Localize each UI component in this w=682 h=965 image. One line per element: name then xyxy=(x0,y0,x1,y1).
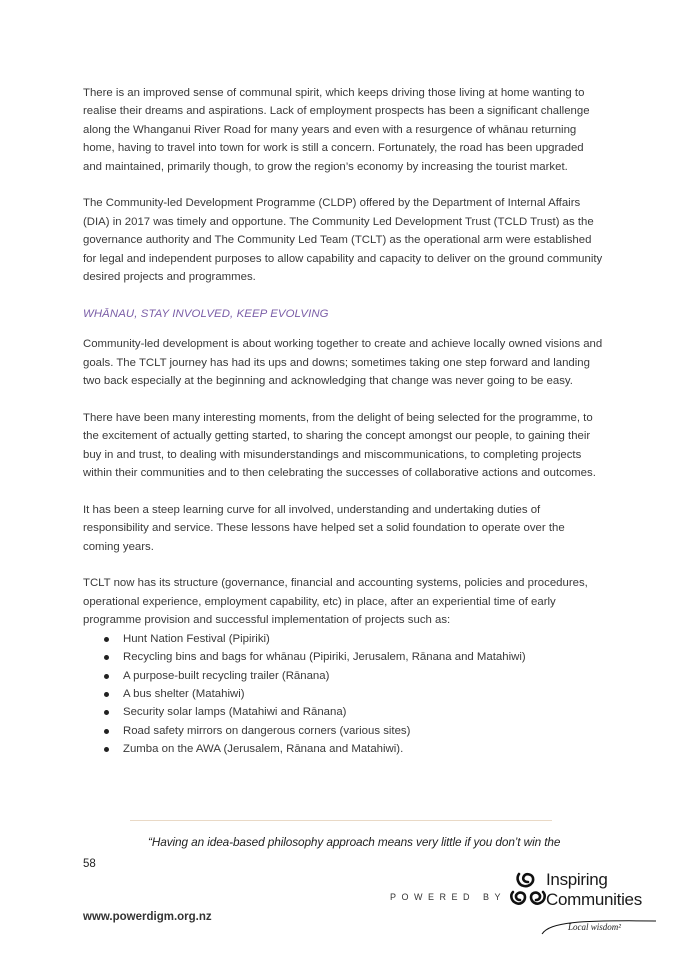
logo-text-communities: Communities xyxy=(546,890,642,909)
paragraph-cldp: The Community-led Development Programme (CLDP) offered by the Department of Internal Affairs (DIA) in 2017 was timely and opportune. The Community Led Development Trust (TCLD Trust) as the governance authority and The Community Led Team (TCLT) as the operational arm were established for legal and independent purposes to allow capability and capacity to deliver on the ground community desired projects and programmes. xyxy=(83,197,603,284)
bullet-icon xyxy=(104,637,109,642)
list-item: A bus shelter (Matahiwi) xyxy=(104,685,603,703)
bullet-icon xyxy=(104,674,109,679)
paragraph-tclt-structure: TCLT now has its structure (governance, financial and accounting systems, policies and procedures, operational experience, employment capability, etc) in place, after an experiential time of early programme provision and successful implementation of projects such as: xyxy=(83,577,588,627)
logo-tagline: Local wisdom² xyxy=(568,922,621,932)
paragraph-learning-curve: It has been a steep learning curve for all involved, understanding and undertaking duties of responsibility and service. These lessons have helped set a solid foundation to operate over the coming years. xyxy=(83,503,565,553)
section-heading: WHĀNAU, STAY INVOLVED, KEEP EVOLVING xyxy=(83,307,329,320)
powered-by-label: POWERED BY xyxy=(390,892,507,902)
logo-text-inspiring: Inspiring xyxy=(546,870,608,889)
bullet-icon xyxy=(104,692,109,697)
list-item: Recycling bins and bags for whānau (Pipiriki, Jerusalem, Rānana and Matahiwi) xyxy=(104,648,603,666)
list-item: A purpose-built recycling trailer (Rānana) xyxy=(104,667,603,685)
pull-quote: “Having an idea-based philosophy approach means very little if you don’t win the xyxy=(148,835,561,849)
paragraph-interesting-moments: There have been many interesting moments, from the delight of being selected for the programme, to the excitement of actually getting started, to sharing the concept amongst our people, to gaining their buy in and trust, to dealing with misunderstandings and miscommunications, to completing projects within their communities and to then celebrating the successes of collaborative actions and outcomes. xyxy=(83,411,596,480)
list-item: Hunt Nation Festival (Pipiriki) xyxy=(104,630,603,648)
page-number: 58 xyxy=(83,858,96,870)
project-list xyxy=(83,630,603,759)
list-item: Road safety mirrors on dangerous corners (various sites) xyxy=(104,722,603,740)
list-item: Security solar lamps (Matahiwi and Rānana) xyxy=(104,703,603,721)
quote-divider xyxy=(130,820,552,821)
bullet-icon xyxy=(104,655,109,660)
document-body xyxy=(83,84,603,759)
bullet-icon xyxy=(104,747,109,752)
spiral-logo-icon xyxy=(508,870,548,916)
paragraph-community-led: Community-led development is about working together to create and achieve locally owned visions and goals. The TCLT journey has had its ups and downs; sometimes taking one step forward and landing two back especially at the beginning and acknowledging that change was never going to be easy. xyxy=(83,338,603,388)
bullet-icon xyxy=(104,729,109,734)
list-item: Zumba on the AWA (Jerusalem, Rānana and Matahiwi). xyxy=(104,740,603,758)
bullet-icon xyxy=(104,710,109,715)
footer-url[interactable]: www.powerdigm.org.nz xyxy=(83,911,212,923)
inspiring-communities-logo xyxy=(508,868,658,938)
paragraph-communal-spirit: There is an improved sense of communal spirit, which keeps driving those living at home wanting to realise their dreams and aspirations. Lack of employment prospects has been a significant challenge along the Whanganui River Road for many years and even with a resurgence of whānau returning home, having to travel into town for work is still a concern. Fortunately, the road has been upgraded and maintained, primarily though, to grow the region’s economy by increasing the tourist market. xyxy=(83,87,590,173)
